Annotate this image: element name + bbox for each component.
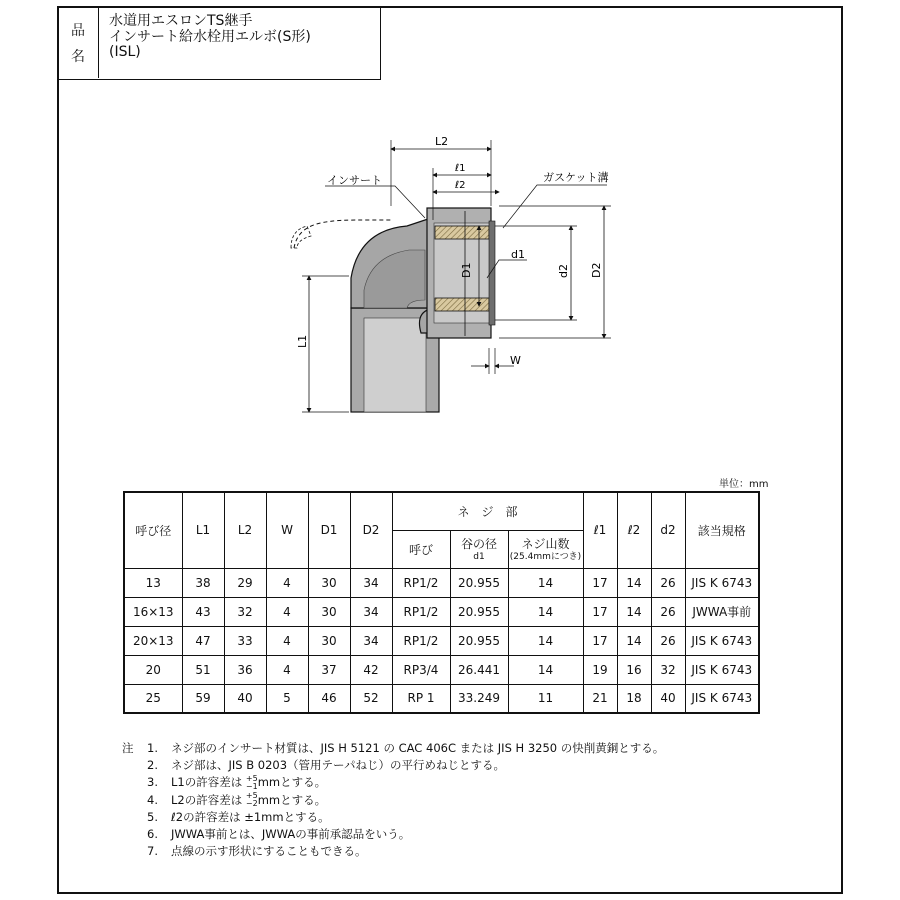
tolerance-upper: +5 bbox=[245, 791, 258, 801]
table-cell: 19 bbox=[583, 655, 617, 684]
header-root-dia bbox=[450, 530, 508, 568]
table-cell: 30 bbox=[308, 626, 350, 655]
note-number: 5. bbox=[147, 809, 158, 824]
header-L2: L2 bbox=[224, 492, 266, 568]
note-text: 点線の示す形状にすることもできる。 bbox=[171, 844, 367, 859]
unit-label: 単位：mm bbox=[719, 479, 769, 490]
spec-table bbox=[123, 491, 760, 714]
table-cell: 20 bbox=[124, 655, 182, 684]
table-row bbox=[124, 597, 759, 626]
table-cell: 16×13 bbox=[124, 597, 182, 626]
table-row bbox=[124, 684, 759, 713]
label-char-2: 名 bbox=[71, 49, 85, 65]
table-cell: 40 bbox=[651, 684, 685, 713]
note-text-post: mmとする。 bbox=[257, 792, 327, 807]
insert-thread-bottom bbox=[435, 298, 489, 311]
table-cell: 17 bbox=[583, 626, 617, 655]
table-cell: 20.955 bbox=[450, 568, 508, 597]
table-cell: 20×13 bbox=[124, 626, 182, 655]
thread-count-note: (25.4mmにつき) bbox=[509, 552, 582, 562]
table-cell: RP1/2 bbox=[392, 597, 450, 626]
label-D2: D2 bbox=[590, 262, 603, 278]
note-number: 3. bbox=[147, 775, 158, 790]
table-row bbox=[124, 655, 759, 684]
header-thread-group: ネ ジ 部 bbox=[392, 492, 583, 530]
elbow-drawing bbox=[59, 8, 841, 478]
header-thread-count bbox=[508, 530, 583, 568]
table-cell: 33 bbox=[224, 626, 266, 655]
table-cell: 20.955 bbox=[450, 626, 508, 655]
table-cell: 32 bbox=[651, 655, 685, 684]
table-cell: 14 bbox=[508, 568, 583, 597]
table-cell: 5 bbox=[266, 684, 308, 713]
header-L1: L1 bbox=[182, 492, 224, 568]
notes-label: 注 bbox=[122, 741, 134, 755]
table-cell: RP 1 bbox=[392, 684, 450, 713]
table-cell: 26 bbox=[651, 626, 685, 655]
table-cell: 33.249 bbox=[450, 684, 508, 713]
note-number: 2. bbox=[147, 758, 158, 773]
table-cell: 17 bbox=[583, 568, 617, 597]
table-cell: JIS K 6743 bbox=[685, 568, 759, 597]
table-cell: RP1/2 bbox=[392, 626, 450, 655]
table-cell: JIS K 6743 bbox=[685, 655, 759, 684]
label-L2: L2 bbox=[435, 135, 449, 148]
note-number: 6. bbox=[147, 826, 158, 841]
product-line-3: (ISL) bbox=[109, 44, 141, 60]
table-cell: RP3/4 bbox=[392, 655, 450, 684]
label-insert: インサート bbox=[327, 174, 382, 187]
leader-insert bbox=[325, 186, 425, 218]
label-L1: L1 bbox=[296, 334, 309, 348]
table-cell: 29 bbox=[224, 568, 266, 597]
leader-gasket bbox=[503, 185, 607, 228]
note-text: ℓ2の許容差は ±1mmとする。 bbox=[171, 809, 330, 824]
note-text-post: mmとする。 bbox=[257, 775, 327, 790]
vertical-leg-bore bbox=[364, 318, 426, 412]
table-cell: 52 bbox=[350, 684, 392, 713]
header-d2: d2 bbox=[651, 492, 685, 568]
table-cell: 30 bbox=[308, 597, 350, 626]
tolerance-upper: +5 bbox=[245, 773, 258, 783]
table-cell: 14 bbox=[617, 626, 651, 655]
table-cell: 20.955 bbox=[450, 597, 508, 626]
table-cell: 14 bbox=[617, 568, 651, 597]
header-thread-call: 呼び bbox=[392, 530, 450, 568]
label-l2: ℓ2 bbox=[455, 180, 466, 191]
header-l2: ℓ2 bbox=[617, 492, 651, 568]
table-cell: 51 bbox=[182, 655, 224, 684]
label-d1: d1 bbox=[511, 248, 525, 261]
table-cell: 32 bbox=[224, 597, 266, 626]
table-cell: 14 bbox=[508, 597, 583, 626]
label-char-1: 品 bbox=[71, 23, 85, 39]
table-cell: 21 bbox=[583, 684, 617, 713]
table-cell: 14 bbox=[508, 626, 583, 655]
table-cell: 26 bbox=[651, 597, 685, 626]
table-cell: JIS K 6743 bbox=[685, 684, 759, 713]
product-line-1: 水道用エスロンTS継手 bbox=[109, 13, 253, 29]
table-cell: 43 bbox=[182, 597, 224, 626]
table-cell: 34 bbox=[350, 626, 392, 655]
table-cell: 40 bbox=[224, 684, 266, 713]
label-W: W bbox=[510, 354, 521, 367]
table-cell: 4 bbox=[266, 655, 308, 684]
product-line-2: インサート給水栓用エルボ(S形) bbox=[109, 28, 311, 45]
table-cell: 14 bbox=[617, 597, 651, 626]
table-cell: 17 bbox=[583, 597, 617, 626]
table-cell: 42 bbox=[350, 655, 392, 684]
label-D1: D1 bbox=[460, 262, 473, 278]
gasket-groove bbox=[489, 221, 495, 325]
table-cell: 4 bbox=[266, 626, 308, 655]
header-W: W bbox=[266, 492, 308, 568]
table-row bbox=[124, 568, 759, 597]
tolerance-lower: −1 bbox=[245, 781, 258, 791]
table-cell: 30 bbox=[308, 568, 350, 597]
header-D1: D1 bbox=[308, 492, 350, 568]
note-number: 1. bbox=[147, 741, 158, 755]
table-cell: 34 bbox=[350, 568, 392, 597]
note-text: JWWA事前とは、JWWAの事前承認品をいう。 bbox=[171, 826, 411, 841]
note-text bbox=[171, 774, 326, 791]
drawing-sheet bbox=[57, 6, 843, 894]
table-cell: 26.441 bbox=[450, 655, 508, 684]
table-cell: 25 bbox=[124, 684, 182, 713]
table-cell: 4 bbox=[266, 568, 308, 597]
note-text-pre: L2の許容差は bbox=[171, 792, 243, 807]
label-d2: d2 bbox=[557, 264, 570, 278]
table-cell: 16 bbox=[617, 655, 651, 684]
table-cell: 46 bbox=[308, 684, 350, 713]
table-cell: 13 bbox=[124, 568, 182, 597]
header-l1: ℓ1 bbox=[583, 492, 617, 568]
table-cell: 4 bbox=[266, 597, 308, 626]
table-cell: 59 bbox=[182, 684, 224, 713]
table-cell: 26 bbox=[651, 568, 685, 597]
label-l1: ℓ1 bbox=[455, 163, 466, 174]
root-dia-symbol: d1 bbox=[473, 552, 485, 562]
table-cell: 36 bbox=[224, 655, 266, 684]
table-cell: 37 bbox=[308, 655, 350, 684]
table-cell: 47 bbox=[182, 626, 224, 655]
tolerance-lower: −2 bbox=[245, 799, 258, 809]
table-cell: 18 bbox=[617, 684, 651, 713]
tolerance-fraction bbox=[246, 792, 258, 808]
table-row bbox=[124, 626, 759, 655]
header-standard: 該当規格 bbox=[685, 492, 759, 568]
table-cell: JWWA事前 bbox=[685, 597, 759, 626]
tolerance-fraction bbox=[246, 775, 258, 791]
note-number: 4. bbox=[147, 792, 158, 807]
note-text: ネジ部は、JIS B 0203（管用テーパねじ）の平行めねじとする。 bbox=[171, 758, 505, 773]
root-dia-label: 谷の径 bbox=[460, 537, 497, 551]
label-gasket-groove: ガスケット溝 bbox=[543, 171, 609, 184]
table-cell: 11 bbox=[508, 684, 583, 713]
table-cell: RP1/2 bbox=[392, 568, 450, 597]
table-cell: 38 bbox=[182, 568, 224, 597]
note-text bbox=[171, 792, 326, 809]
header-D2: D2 bbox=[350, 492, 392, 568]
note-text-pre: L1の許容差は bbox=[171, 775, 243, 790]
insert-thread-top bbox=[435, 226, 489, 239]
note-number: 7. bbox=[147, 844, 158, 859]
thread-count-label: ネジ山数 bbox=[521, 537, 570, 551]
header-nominal: 呼び径 bbox=[124, 492, 182, 568]
table-cell: JIS K 6743 bbox=[685, 626, 759, 655]
table-cell: 14 bbox=[508, 655, 583, 684]
note-text: ネジ部のインサート材質は、JIS H 5121 の CAC 406C または JIS H 3250 の快削黄銅とする。 bbox=[171, 741, 665, 755]
table-cell: 34 bbox=[350, 597, 392, 626]
dashed-outline-tip bbox=[291, 226, 311, 248]
